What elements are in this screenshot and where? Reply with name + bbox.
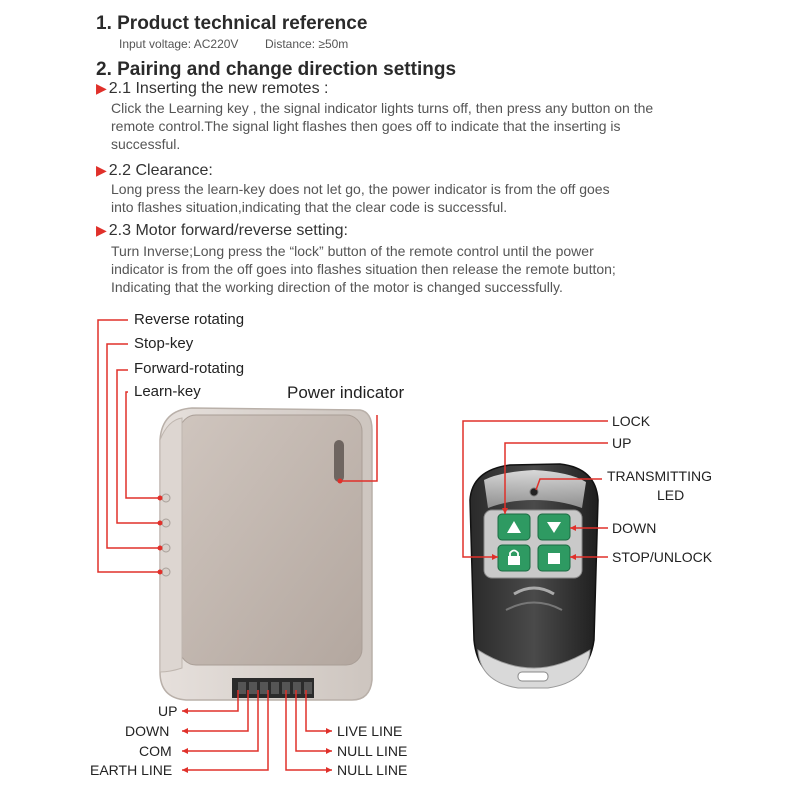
key-bump-icon	[162, 494, 170, 502]
s22-line: into flashes situation,indicating that the clear code is successful.	[111, 199, 508, 215]
key-bump-icon	[162, 568, 170, 576]
distance: Distance: ≥50m	[265, 37, 349, 51]
label-power-indicator: Power indicator	[287, 383, 405, 402]
s23-line: indicator is from the off goes into flashes situation then release the remote button;	[111, 261, 616, 277]
section2-title: 2. Pairing and change direction settings	[96, 59, 457, 80]
remote-label-stop-unlock: STOP/UNLOCK	[612, 549, 713, 565]
stop-square-icon	[548, 553, 560, 564]
s23-line: Indicating that the working direction of the motor is changed successfully.	[111, 279, 563, 295]
triangle-bullet-icon: ▶	[96, 80, 107, 96]
remote-label-lock: LOCK	[612, 413, 651, 429]
remote-down-button[interactable]	[538, 514, 570, 540]
s22-line: Long press the learn-key does not let go, the power indicator is from the off goes	[111, 181, 610, 197]
label-reverse-rotating: Reverse rotating	[134, 311, 245, 328]
terminal-null-line: NULL LINE	[337, 762, 408, 778]
s22-heading: 2.2 Clearance:	[108, 162, 213, 179]
remote-label-led: LED	[657, 487, 685, 503]
key-bump-icon	[162, 544, 170, 552]
power-indicator-icon	[334, 440, 344, 482]
key-bump-icon	[162, 519, 170, 527]
remote-lock-button[interactable]	[498, 545, 530, 571]
terminal-com: COM	[139, 743, 172, 759]
remote-control	[470, 464, 598, 688]
terminal-down: DOWN	[125, 723, 170, 739]
s23-heading: 2.3 Motor forward/reverse setting:	[108, 222, 348, 239]
receiver-box	[160, 408, 372, 700]
triangle-bullet-icon: ▶	[96, 222, 107, 238]
terminal-up: UP	[158, 703, 178, 719]
input-voltage: Input voltage: AC220V	[119, 37, 239, 51]
s21-heading: 2.1 Inserting the new remotes :	[108, 80, 329, 97]
remote-label-down: DOWN	[612, 520, 657, 536]
remote-label-up: UP	[612, 435, 632, 451]
s21-line: remote control.The signal light flashes then goes off to indicate that the inserting is	[111, 118, 621, 134]
terminal-live-line: LIVE LINE	[337, 723, 403, 739]
s21-line: Click the Learning key , the signal indicator lights turns off, then press any button on the	[111, 100, 654, 116]
remote-label-transmitting: TRANSMITTING	[607, 468, 712, 484]
triangle-bullet-icon: ▶	[96, 162, 107, 178]
s23-line: Turn Inverse;Long press the “lock” button of the remote control until the power	[111, 243, 594, 259]
remote-up-button[interactable]	[498, 514, 530, 540]
remote-stop-button[interactable]	[538, 545, 570, 571]
label-stop-key: Stop-key	[134, 335, 194, 352]
lock-icon	[508, 556, 520, 565]
s21-line: successful.	[111, 136, 181, 152]
terminal-null-line: NULL LINE	[337, 743, 408, 759]
label-forward-rotating: Forward-rotating	[134, 360, 245, 377]
terminal-earth-line: EARTH LINE	[90, 762, 173, 778]
section1-title: 1. Product technical reference	[96, 13, 368, 34]
label-learn-key: Learn-key	[134, 383, 201, 400]
